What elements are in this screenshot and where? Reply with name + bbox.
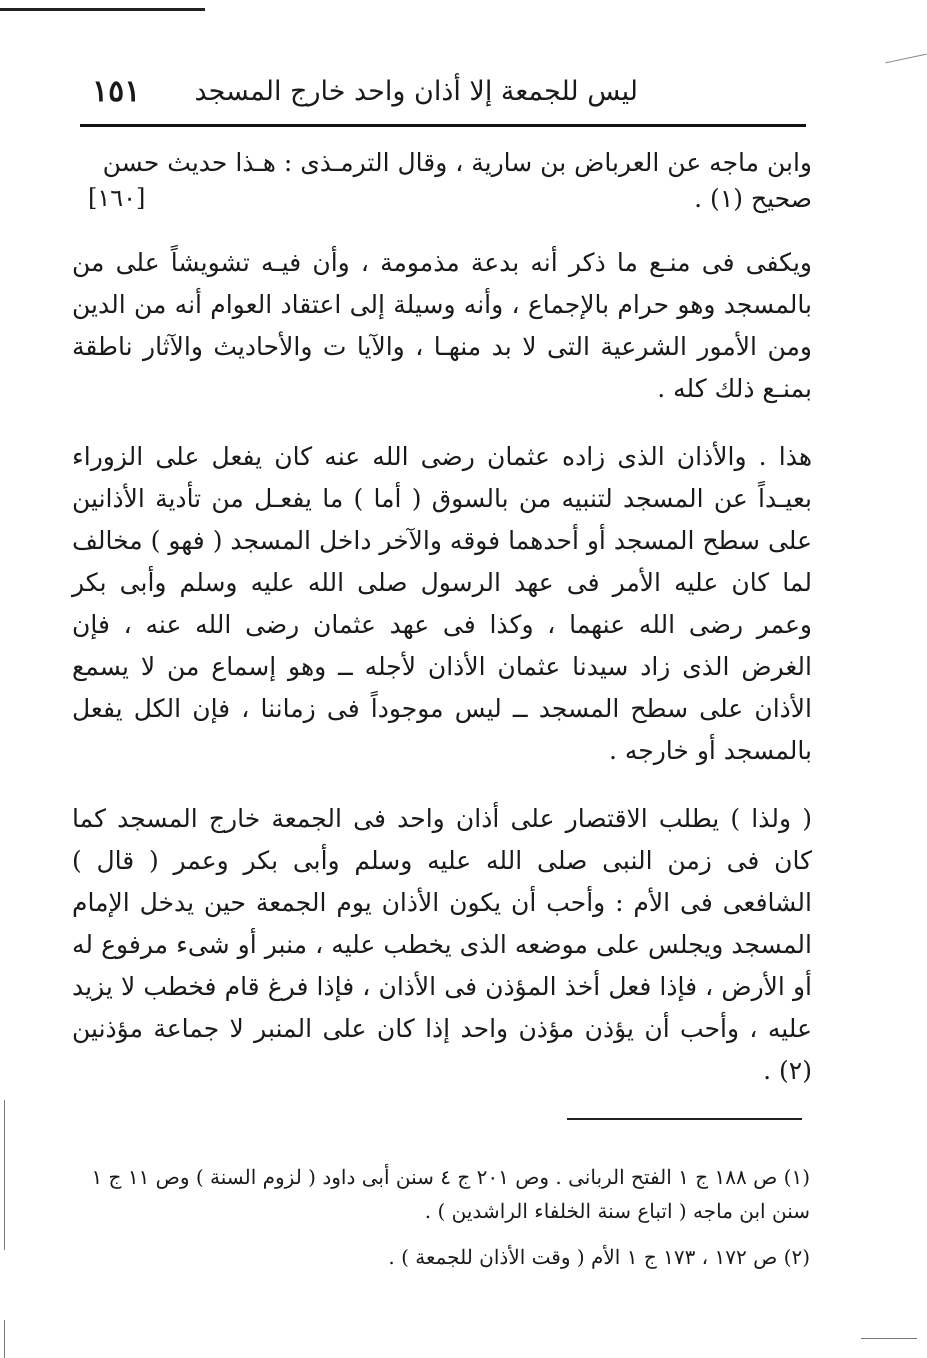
- scan-edge-mark: [4, 1320, 5, 1358]
- paragraph-2: ويكفى فى منـع ما ذكر أنه بدعة مذمومة ، وأن فيـه تشويشاً على من بالمسجد وهو حرام بالإجماع ، وأنه وسيلة إلى اعتقاد العوام أنه من الدين ومن الأمور الشرعية التى لا بد منهـا ، والآيا ت والأحاديث والآثار ناطقة بمنـع ذلك كله .: [72, 248, 812, 403]
- scan-edge-mark: [885, 54, 926, 64]
- paragraph-1-ending: [72, 184, 812, 226]
- scan-edge-mark: [0, 8, 205, 11]
- footnote-1: (١) ص ١٨٨ ج ١ الفتح الربانى . وص ٢٠١ ج ٤ سنن أبى داود ( لزوم السنة ) وص ١١ ج ١ سنن ابن ماجه ( اتباع سنة الخلفاء الراشدين ) .: [91, 1165, 810, 1223]
- footnote-separator: [567, 1118, 802, 1120]
- paragraph-1: [72, 142, 812, 184]
- footnote-2: (٢) ص ١٧٢ ، ١٧٣ ج ١ الأم ( وقت الأذان للجمعة ) .: [388, 1245, 810, 1269]
- main-text: [72, 142, 812, 1092]
- paragraph-1-tail: صحيح (١) .: [694, 184, 812, 213]
- scan-edge-mark: [861, 1338, 917, 1339]
- footnotes: [76, 1160, 810, 1274]
- paragraph-4: ( ولذا ) يطلب الاقتصار على أذان واحد فى الجمعة خارج المسجد كما كان فى زمن النبى صلى الله عليه وسلم وأبى بكر وعمر ( قال ) الشافعى فى الأم : وأحب أن يكون الأذان يوم الجمعة حين يدخل الإمام المسجد ويجلس على موضعه الذى يخطب عليه ، منبر أو شىء مرفوع له أو الأرض ، فإذا فعل أخذ المؤذن فى الأذان ، فإذا فرغ قام فخطب لا يزيد عليه ، وأحب أن يؤذن مؤذن واحد إذا كان على المنبر لا جماعة مؤذنين (٢) .: [72, 804, 812, 1085]
- reference-number: [١٦٠]: [88, 184, 146, 212]
- page-number: ١٥١: [92, 74, 141, 109]
- paragraph-1-text: وابن ماجه عن العرباض بن سارية ، وقال الترمـذى : هـذا حديث حسن: [102, 148, 812, 177]
- running-title: ليس للجمعة إلا أذان واحد خارج المسجد: [194, 76, 638, 107]
- running-header: [80, 68, 806, 120]
- header-rule: [80, 124, 806, 127]
- scan-edge-mark: [4, 1100, 5, 1250]
- paragraph-3: هذا . والأذان الذى زاده عثمان رضى الله عنه كان يفعل على الزوراء بعيـداً عن المسجد لتنبيه من بالسوق ( أما ) ما يفعـل من تأدية الأذانين على سطح المسجد أو أحدهما فوقه والآخر داخل المسجد ( فهو ) مخالف لما كان عليه الأمر فى عهد الرسول صلى الله عليه وسلم وأبى بكر وعمر رضى الله عنهما ، وكذا فى عهد عثمان رضى الله عنه ، فإن الغرض الذى زاد سيدنا عثمان الأذان لأجله ــ وهو إسماع من لا يسمع الأذان على سطح المسجد ــ ليس موجوداً فى زماننا ، فإن الكل يفعل بالمسجد أو خارجه .: [72, 442, 812, 765]
